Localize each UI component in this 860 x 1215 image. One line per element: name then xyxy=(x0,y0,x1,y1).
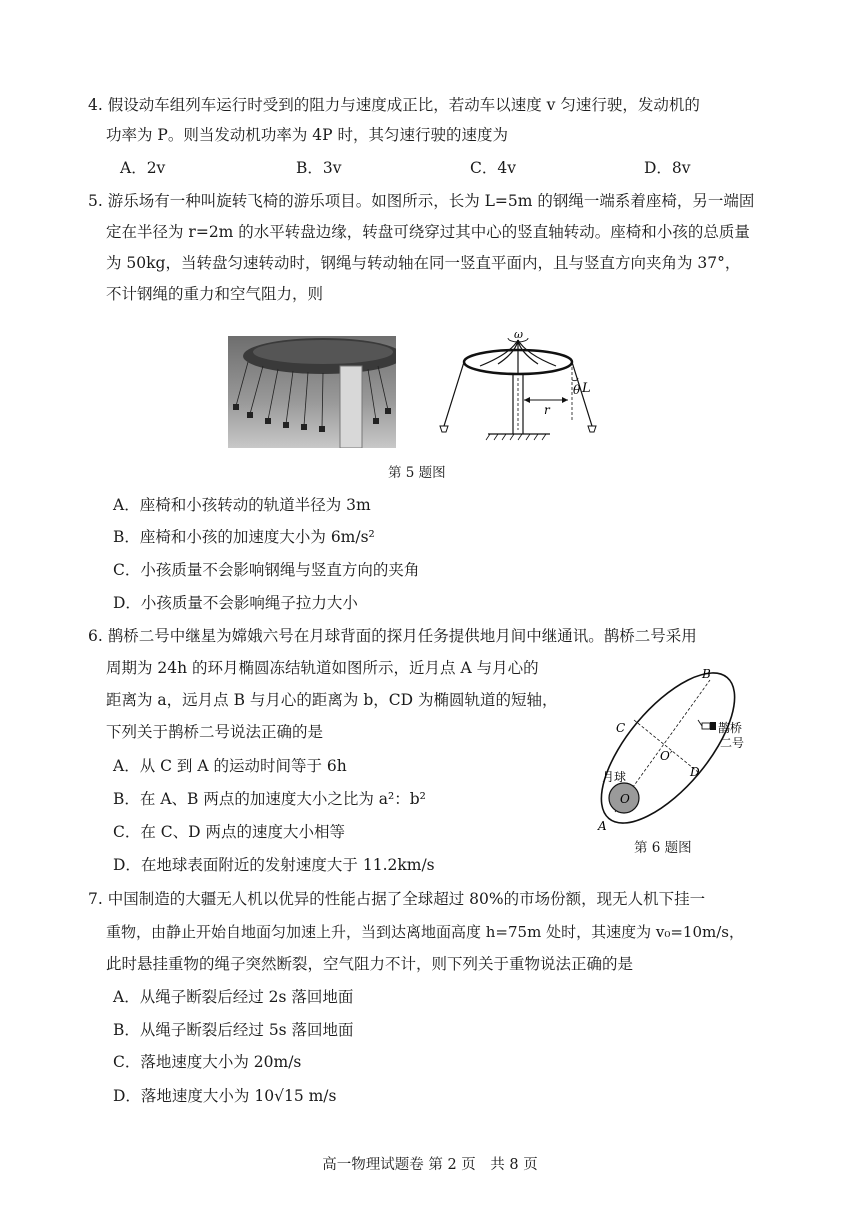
q6-figure-caption: 第 6 题图 xyxy=(634,840,692,856)
q5-stem-line2: 定在半径为 r=2m 的水平转盘边缘，转盘可绕穿过其中心的竖直轴转动。座椅和小孩的总质量 xyxy=(106,223,750,241)
point-C-label: C xyxy=(616,721,626,735)
q5-stem-line4: 不计钢绳的重力和空气阻力，则 xyxy=(106,285,324,303)
q6-stem-line2: 周期为 24h 的环月椭圆冻结轨道如图所示，近月点 A 与月心的 xyxy=(106,659,539,677)
q7-option-b: B．从绳子断裂后经过 5s 落回地面 xyxy=(113,1021,354,1039)
q5-figure-caption: 第 5 题图 xyxy=(388,465,446,481)
q5-stem-line3: 为 50kg，当转盘匀速转动时，钢绳与转动轴在同一竖直平面内，且与竖直方向夹角为 37°， xyxy=(106,254,741,272)
q7-option-a: A．从绳子断裂后经过 2s 落回地面 xyxy=(113,988,354,1006)
point-B-label: B xyxy=(702,667,711,681)
theta-label: θ xyxy=(573,383,581,397)
point-Oprime-label: O′ xyxy=(660,749,673,763)
satellite-label-line2: 二号 xyxy=(720,736,745,750)
q5-option-c: C．小孩质量不会影响钢绳与竖直方向的夹角 xyxy=(113,561,420,579)
q7-stem-line2: 重物，由静止开始自地面匀加速上升，当到达离地面高度 h=75m 处时，其速度为 v₀=10m/s， xyxy=(106,923,744,941)
q7-option-d: D．落地速度大小为 10√15 m/s xyxy=(113,1087,337,1105)
moon-label: 月球 xyxy=(602,770,627,784)
swing-ride-photo xyxy=(228,336,396,448)
satellite-icon xyxy=(698,720,716,730)
point-O-label: O xyxy=(620,792,630,806)
q6-stem-line1: 6. 鹊桥二号中继星为嫦娥六号在月球背面的探月任务提供地月间中继通讯。鹊桥二号采用 xyxy=(88,627,697,645)
q6-stem-line4: 下列关于鹊桥二号说法正确的是 xyxy=(106,723,324,741)
page-footer: 高一物理试题卷 第 2 页 共 8 页 xyxy=(322,1157,538,1173)
q4-option-b: B．3v xyxy=(296,159,342,177)
q5-stem-line1: 5. 游乐场有一种叫旋转飞椅的游乐项目。如图所示，长为 L=5m 的钢绳一端系着座椅，另一端固 xyxy=(88,192,755,210)
r-label: r xyxy=(544,403,550,417)
q5-option-b: B．座椅和小孩的加速度大小为 6m/s² xyxy=(113,528,375,546)
swing-ride-diagram xyxy=(420,330,600,442)
q6-option-a: A．从 C 到 A 的运动时间等于 6h xyxy=(113,757,347,775)
point-A-label: A xyxy=(598,819,607,830)
q6-option-d: D．在地球表面附近的发射速度大于 11.2km/s xyxy=(113,856,435,874)
q7-option-c: C．落地速度大小为 20m/s xyxy=(113,1053,302,1071)
q4-stem-line1: 4. 假设动车组列车运行时受到的阻力与速度成正比，若动车以速度 v 匀速行驶，发动机的 xyxy=(88,96,700,114)
L-label: L xyxy=(582,381,591,396)
q6-option-c: C．在 C、D 两点的速度大小相等 xyxy=(113,823,346,841)
q5-option-d: D．小孩质量不会影响绳子拉力大小 xyxy=(113,594,358,612)
q7-stem-line1: 7. 中国制造的大疆无人机以优异的性能占据了全球超过 80%的市场份额，现无人机下挂一 xyxy=(88,890,706,908)
q4-option-d: D．8v xyxy=(644,159,691,177)
q5-option-a: A．座椅和小孩转动的轨道半径为 3m xyxy=(113,496,371,514)
q6-option-b: B．在 A、B 两点的加速度大小之比为 a²：b² xyxy=(113,790,426,808)
q6-stem-line3: 距离为 a，远月点 B 与月心的距离为 b，CD 为椭圆轨道的短轴， xyxy=(106,691,558,709)
q4-option-c: C．4v xyxy=(470,159,516,177)
q7-stem-line3: 此时悬挂重物的绳子突然断裂，空气阻力不计，则下列关于重物说法正确的是 xyxy=(106,955,634,973)
point-D-label: D xyxy=(690,765,700,779)
orbit-diagram xyxy=(590,660,770,830)
q4-option-a: A．2v xyxy=(120,159,166,177)
q4-stem-line2: 功率为 P。则当发动机功率为 4P 时，其匀速行驶的速度为 xyxy=(106,126,509,144)
satellite-label-line1: 鹊桥 xyxy=(718,721,743,735)
omega-label: ω xyxy=(514,330,523,341)
